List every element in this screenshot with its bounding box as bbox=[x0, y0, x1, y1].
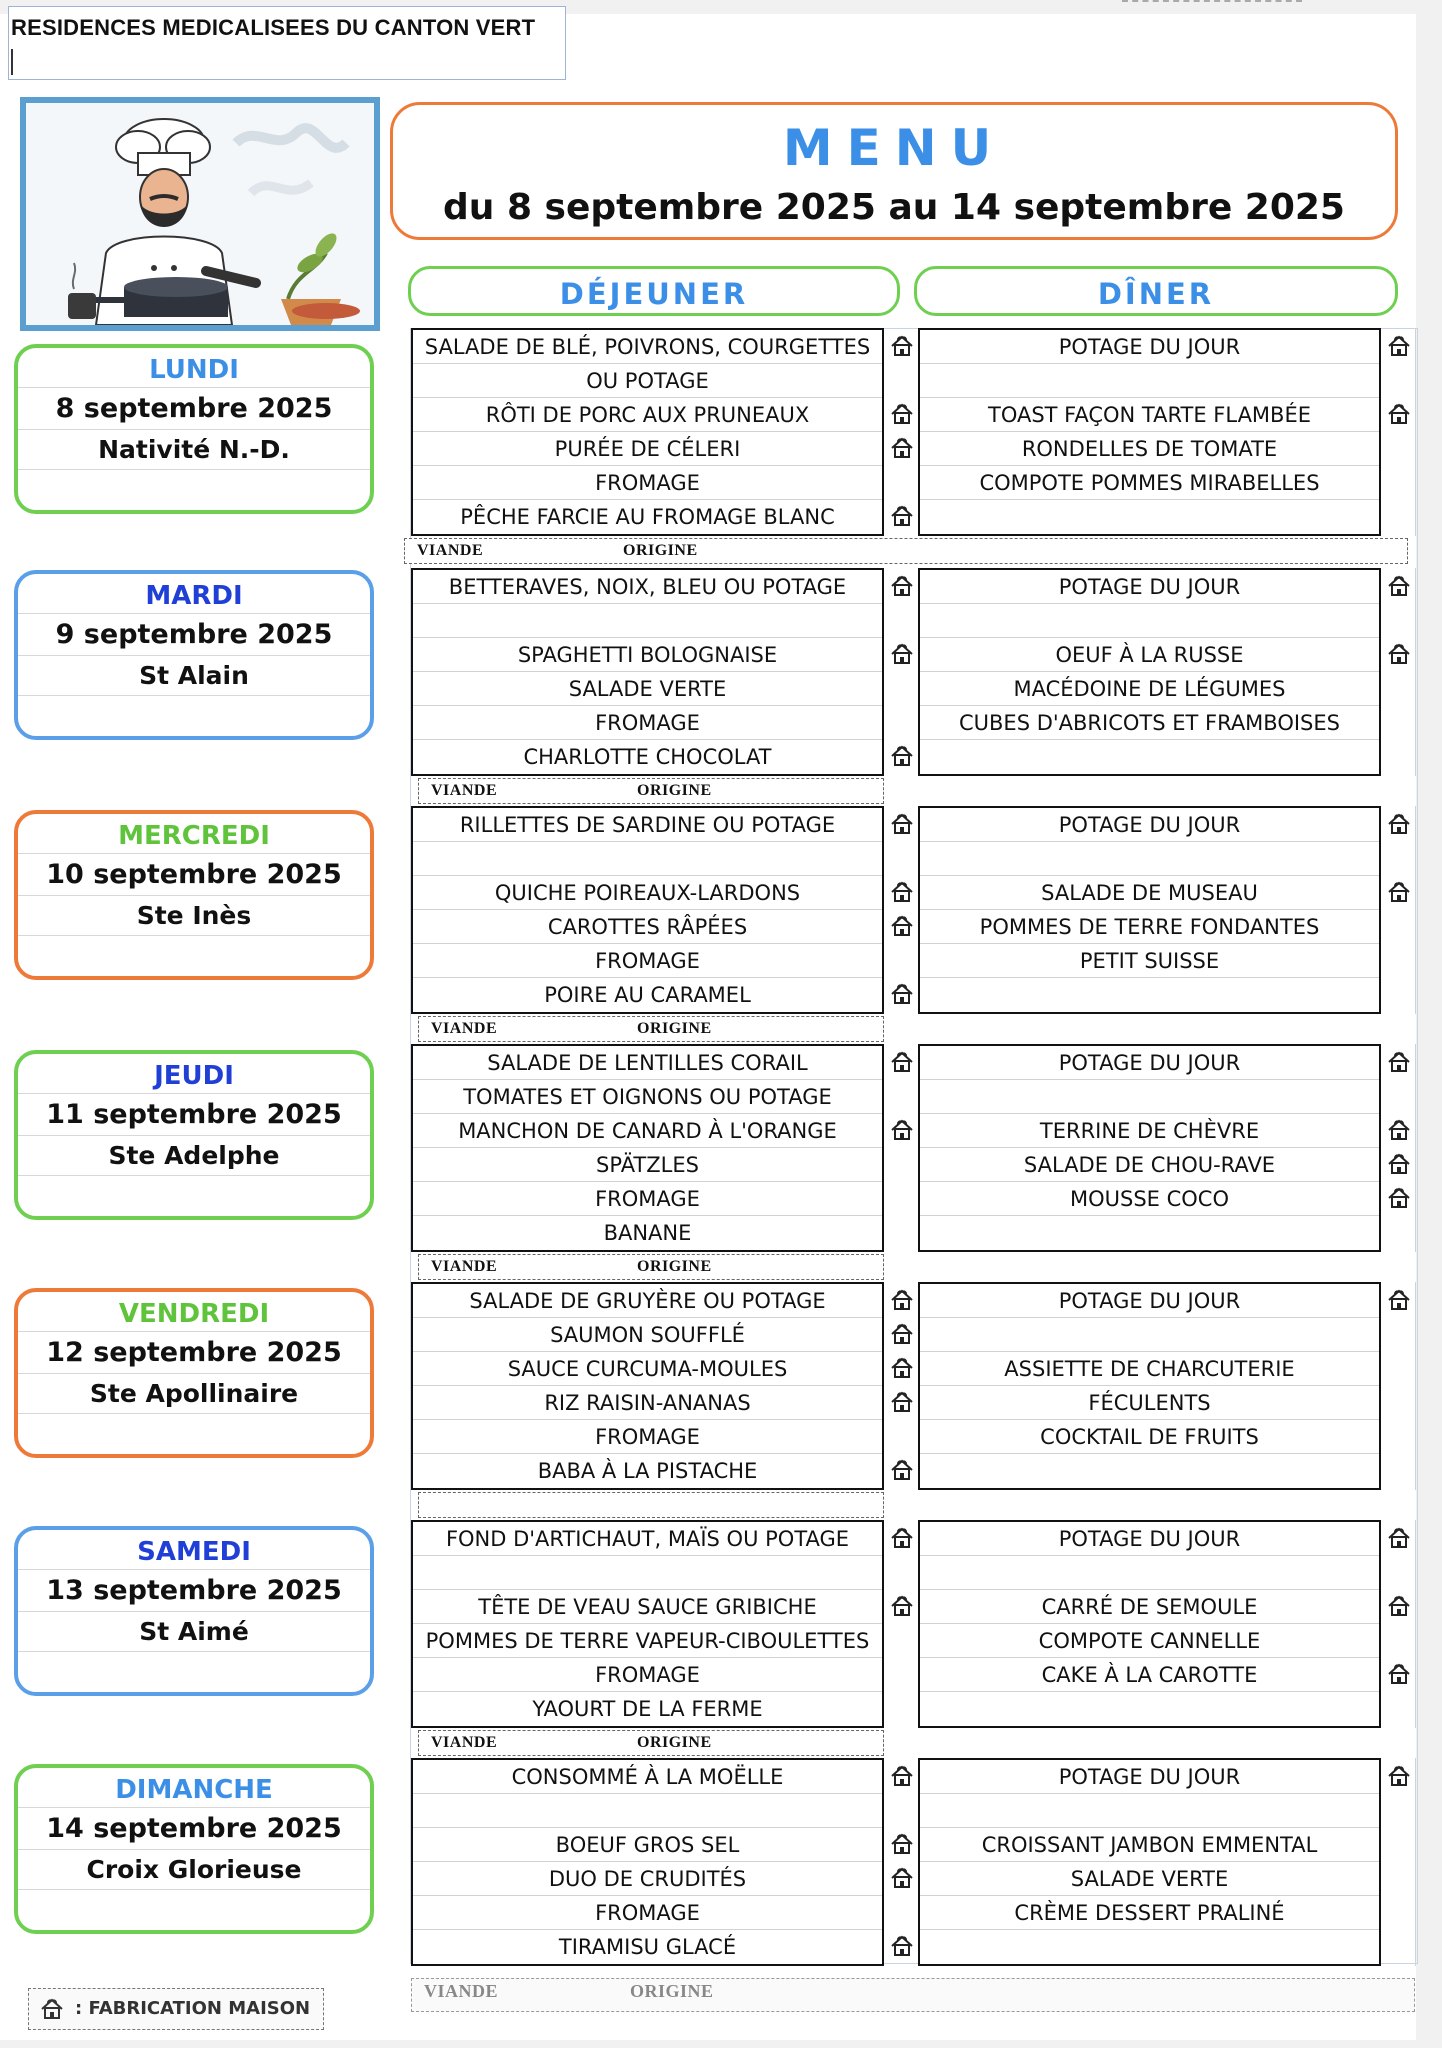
day-date: 13 septembre 2025 bbox=[18, 1570, 370, 1612]
house-made-icon bbox=[1386, 1594, 1412, 1618]
dinner-dish bbox=[920, 1318, 1379, 1352]
day-name: LUNDI bbox=[18, 352, 370, 388]
meat-label: VIANDE bbox=[417, 542, 484, 559]
day-name: MARDI bbox=[18, 578, 370, 614]
house-made-icon bbox=[1386, 1118, 1412, 1142]
lunch-dish: SALADE VERTE bbox=[413, 672, 882, 706]
house-made-icon bbox=[889, 1356, 915, 1380]
dinner-dish bbox=[920, 364, 1379, 398]
lunch-dish: RIZ RAISIN-ANANAS bbox=[413, 1386, 882, 1420]
day-name: DIMANCHE bbox=[18, 1772, 370, 1808]
dinner-dish bbox=[920, 1794, 1379, 1828]
day-card-mercredi bbox=[14, 810, 374, 980]
dinner-dish bbox=[920, 978, 1379, 1012]
dinner-dish: POTAGE DU JOUR bbox=[920, 1284, 1379, 1318]
lunch-dish: TÊTE DE VEAU SAUCE GRIBICHE bbox=[413, 1590, 882, 1624]
dinner-dish: MOUSSE COCO bbox=[920, 1182, 1379, 1216]
lunch-dish: SPAGHETTI BOLOGNAISE bbox=[413, 638, 882, 672]
house-made-icon bbox=[1386, 1288, 1412, 1312]
lunch-dish: BETTERAVES, NOIX, BLEU OU POTAGE bbox=[413, 570, 882, 604]
house-made-icon bbox=[889, 436, 915, 460]
house-made-icon bbox=[889, 982, 915, 1006]
house-made-icon bbox=[889, 880, 915, 904]
lunch-table-jeudi bbox=[411, 1044, 884, 1252]
lunch-dish: RÔTI DE PORC AUX PRUNEAUX bbox=[413, 398, 882, 432]
house-made-icon bbox=[889, 642, 915, 666]
dinner-dish: FÉCULENTS bbox=[920, 1386, 1379, 1420]
lunch-dish: FROMAGE bbox=[413, 944, 882, 978]
dinner-dish bbox=[920, 740, 1379, 774]
house-made-icon bbox=[889, 1832, 915, 1856]
icon-column-divider bbox=[1415, 1758, 1416, 1966]
origin-label: ORIGINE bbox=[623, 542, 698, 559]
chef-illustration bbox=[20, 97, 380, 331]
meat-label: VIANDE bbox=[431, 1734, 498, 1751]
meat-origin-strip[interactable] bbox=[404, 538, 1408, 564]
day-date: 14 septembre 2025 bbox=[18, 1808, 370, 1850]
lunch-dish: QUICHE POIREAUX-LARDONS bbox=[413, 876, 882, 910]
house-made-icon bbox=[1386, 1050, 1412, 1074]
dinner-dish: COMPOTE POMMES MIRABELLES bbox=[920, 466, 1379, 500]
dinner-dish bbox=[920, 1454, 1379, 1488]
meat-label: VIANDE bbox=[431, 782, 498, 799]
house-made-icon bbox=[889, 1934, 915, 1958]
icon-column-divider bbox=[1415, 328, 1416, 536]
lunch-dish: CONSOMMÉ À LA MOËLLE bbox=[413, 1760, 882, 1794]
meat-origin-strip[interactable] bbox=[418, 1492, 884, 1518]
meat-origin-strip[interactable] bbox=[411, 1978, 1415, 2012]
lunch-table-dimanche bbox=[411, 1758, 884, 1966]
day-date: 12 septembre 2025 bbox=[18, 1332, 370, 1374]
day-card-samedi bbox=[14, 1526, 374, 1696]
house-made-icon bbox=[889, 744, 915, 768]
day-name: JEUDI bbox=[18, 1058, 370, 1094]
lunch-dish: SALADE DE BLÉ, POIVRONS, COURGETTES bbox=[413, 330, 882, 364]
lunch-table-mercredi bbox=[411, 806, 884, 1014]
meat-origin-strip[interactable] bbox=[418, 1730, 884, 1756]
house-made-icon bbox=[1386, 880, 1412, 904]
dinner-dish: POTAGE DU JOUR bbox=[920, 808, 1379, 842]
dinner-dish: POTAGE DU JOUR bbox=[920, 1522, 1379, 1556]
origin-label: ORIGINE bbox=[637, 1734, 712, 1751]
icon-column-divider bbox=[1415, 1044, 1416, 1252]
lunch-dish: CHARLOTTE CHOCOLAT bbox=[523, 745, 772, 769]
lunch-dish: OU POTAGE bbox=[413, 364, 882, 398]
house-made-icon bbox=[1386, 574, 1412, 598]
day-date: 9 septembre 2025 bbox=[18, 614, 370, 656]
day-card-lundi bbox=[14, 344, 374, 514]
lunch-dish: POMMES DE TERRE VAPEUR-CIBOULETTES bbox=[413, 1624, 882, 1658]
dinner-dish: CROISSANT JAMBON EMMENTAL bbox=[920, 1828, 1379, 1862]
house-made-icon bbox=[889, 504, 915, 528]
dinner-dish: POTAGE DU JOUR bbox=[920, 570, 1379, 604]
house-made-icon bbox=[889, 574, 915, 598]
house-made-icon bbox=[1386, 334, 1412, 358]
lunch-dish: FROMAGE bbox=[413, 466, 882, 500]
dinner-dish: ASSIETTE DE CHARCUTERIE bbox=[920, 1352, 1379, 1386]
origin-label: ORIGINE bbox=[637, 1258, 712, 1275]
lunch-column-header: DÉJEUNER bbox=[408, 266, 900, 316]
dinner-dish: OEUF À LA RUSSE bbox=[920, 638, 1379, 672]
lunch-dish: RILLETTES DE SARDINE OU POTAGE bbox=[413, 808, 882, 842]
icon-column-divider bbox=[1415, 1282, 1416, 1490]
dinner-table-mardi bbox=[918, 568, 1381, 776]
dinner-dish: TERRINE DE CHÈVRE bbox=[920, 1114, 1379, 1148]
lunch-dish: BOEUF GROS SEL bbox=[413, 1828, 882, 1862]
day-saint: Croix Glorieuse bbox=[18, 1850, 370, 1890]
house-made-icon bbox=[1386, 812, 1412, 836]
house-made-icon bbox=[1386, 1526, 1412, 1550]
house-made-icon bbox=[889, 1594, 915, 1618]
lunch-dish: MANCHON DE CANARD À L'ORANGE bbox=[413, 1114, 882, 1148]
house-made-icon bbox=[889, 1050, 915, 1074]
day-card-mardi bbox=[14, 570, 374, 740]
dinner-dish bbox=[920, 1080, 1379, 1114]
dinner-table-mercredi bbox=[918, 806, 1381, 1014]
organization-cell[interactable] bbox=[8, 6, 566, 80]
lunch-dish: FROMAGE bbox=[413, 1420, 882, 1454]
lunch-dish: FROMAGE bbox=[413, 706, 882, 740]
day-saint: St Alain bbox=[18, 656, 370, 696]
day-name: VENDREDI bbox=[18, 1296, 370, 1332]
dinner-table-lundi bbox=[918, 328, 1381, 536]
lunch-dish: FROMAGE bbox=[413, 1658, 882, 1692]
chef-cooking-icon bbox=[26, 103, 374, 325]
lunch-dish: TOMATES ET OIGNONS OU POTAGE bbox=[413, 1080, 882, 1114]
meat-label: VIANDE bbox=[431, 1020, 498, 1037]
lunch-dish: PURÉE DE CÉLERI bbox=[413, 432, 882, 466]
lunch-dish: POIRE AU CARAMEL bbox=[544, 983, 751, 1007]
dinner-dish: POMMES DE TERRE FONDANTES bbox=[920, 910, 1379, 944]
lunch-dish: SPÄTZLES bbox=[413, 1148, 882, 1182]
house-made-icon bbox=[889, 914, 915, 938]
organization-name: RESIDENCES MEDICALISEES DU CANTON VERT bbox=[11, 15, 536, 40]
day-name: MERCREDI bbox=[18, 818, 370, 854]
dinner-table-dimanche bbox=[918, 1758, 1381, 1966]
dinner-dish: COMPOTE CANNELLE bbox=[920, 1624, 1379, 1658]
dinner-column-header: DÎNER bbox=[914, 266, 1398, 316]
lunch-dish: FROMAGE bbox=[413, 1896, 882, 1930]
day-saint: Nativité N.-D. bbox=[18, 430, 370, 470]
dinner-dish: CUBES D'ABRICOTS ET FRAMBOISES bbox=[920, 706, 1379, 740]
dinner-dish bbox=[920, 842, 1379, 876]
menu-title: MENU bbox=[782, 119, 1006, 177]
house-made-icon bbox=[889, 402, 915, 426]
house-made-icon bbox=[889, 1390, 915, 1414]
meat-label: VIANDE bbox=[424, 1981, 499, 2001]
dinner-dish bbox=[920, 500, 1379, 534]
meat-origin-strip[interactable] bbox=[418, 1254, 884, 1280]
dinner-table-jeudi bbox=[918, 1044, 1381, 1252]
house-made-icon bbox=[889, 1764, 915, 1788]
lunch-dish: DUO DE CRUDITÉS bbox=[413, 1862, 882, 1896]
lunch-table-samedi bbox=[411, 1520, 884, 1728]
legend bbox=[28, 1988, 324, 2030]
dinner-dish: CRÈME DESSERT PRALINÉ bbox=[920, 1896, 1379, 1930]
legend-text: : FABRICATION MAISON bbox=[75, 1998, 311, 2019]
lunch-dish: FOND D'ARTICHAUT, MAÏS OU POTAGE bbox=[413, 1522, 882, 1556]
top-divider bbox=[1122, 0, 1302, 4]
day-date: 10 septembre 2025 bbox=[18, 854, 370, 896]
day-saint: Ste Inès bbox=[18, 896, 370, 936]
house-made-icon bbox=[889, 1526, 915, 1550]
meat-origin-strip[interactable] bbox=[418, 1016, 884, 1042]
house-made-icon bbox=[1386, 642, 1412, 666]
menu-title-box bbox=[390, 102, 1398, 240]
lunch-dish bbox=[413, 1556, 882, 1590]
lunch-dish: SALADE DE GRUYÈRE OU POTAGE bbox=[413, 1284, 882, 1318]
lunch-dish: FROMAGE bbox=[413, 1182, 882, 1216]
dinner-dish: MACÉDOINE DE LÉGUMES bbox=[920, 672, 1379, 706]
lunch-dish: BANANE bbox=[603, 1221, 692, 1245]
meat-origin-strip[interactable] bbox=[418, 778, 884, 804]
dinner-dish: RONDELLES DE TOMATE bbox=[920, 432, 1379, 466]
day-card-jeudi bbox=[14, 1050, 374, 1220]
dinner-dish bbox=[920, 1692, 1379, 1726]
day-date: 11 septembre 2025 bbox=[18, 1094, 370, 1136]
dinner-dish bbox=[920, 1556, 1379, 1590]
house-made-icon bbox=[889, 1118, 915, 1142]
icon-column-divider bbox=[1415, 1520, 1416, 1728]
dinner-dish: SALADE VERTE bbox=[920, 1862, 1379, 1896]
house-made-icon bbox=[1386, 402, 1412, 426]
dinner-dish: POTAGE DU JOUR bbox=[920, 330, 1379, 364]
lunch-table-mardi bbox=[411, 568, 884, 776]
text-cursor bbox=[11, 49, 13, 75]
house-made-icon bbox=[889, 334, 915, 358]
menu-date-range: du 8 septembre 2025 au 14 septembre 2025 bbox=[443, 187, 1345, 228]
house-made-icon bbox=[1386, 1662, 1412, 1686]
lunch-dish: SAUCE CURCUMA-MOULES bbox=[413, 1352, 882, 1386]
day-saint: Ste Adelphe bbox=[18, 1136, 370, 1176]
lunch-dish: SALADE DE LENTILLES CORAIL bbox=[413, 1046, 882, 1080]
day-saint: Ste Apollinaire bbox=[18, 1374, 370, 1414]
icon-column-divider bbox=[1415, 568, 1416, 776]
day-card-vendredi bbox=[14, 1288, 374, 1458]
lunch-dish: TIRAMISU GLACÉ bbox=[558, 1935, 737, 1959]
dinner-dish: POTAGE DU JOUR bbox=[920, 1046, 1379, 1080]
house-made-icon bbox=[1386, 1152, 1412, 1176]
origin-label: ORIGINE bbox=[637, 1020, 712, 1037]
icon-column-divider bbox=[1415, 806, 1416, 1014]
day-name: SAMEDI bbox=[18, 1534, 370, 1570]
lunch-dish bbox=[413, 842, 882, 876]
lunch-dish: CAROTTES RÂPÉES bbox=[413, 910, 882, 944]
dinner-dish: TOAST FAÇON TARTE FLAMBÉE bbox=[920, 398, 1379, 432]
dinner-table-samedi bbox=[918, 1520, 1381, 1728]
dinner-dish: COCKTAIL DE FRUITS bbox=[920, 1420, 1379, 1454]
dinner-dish: SALADE DE MUSEAU bbox=[920, 876, 1379, 910]
dinner-table-vendredi bbox=[918, 1282, 1381, 1490]
dinner-dish bbox=[920, 1216, 1379, 1250]
house-made-icon bbox=[889, 1288, 915, 1312]
house-made-icon bbox=[889, 812, 915, 836]
dinner-dish: CAKE À LA CAROTTE bbox=[920, 1658, 1379, 1692]
house-made-icon bbox=[39, 1997, 65, 2021]
dinner-dish bbox=[920, 604, 1379, 638]
lunch-dish bbox=[413, 1794, 882, 1828]
lunch-table-lundi bbox=[411, 328, 884, 536]
dinner-dish: POTAGE DU JOUR bbox=[920, 1760, 1379, 1794]
house-made-icon bbox=[1386, 1186, 1412, 1210]
day-card-dimanche bbox=[14, 1764, 374, 1934]
lunch-dish: PÊCHE FARCIE AU FROMAGE BLANC bbox=[460, 505, 835, 529]
origin-label: ORIGINE bbox=[630, 1981, 714, 2001]
house-made-icon bbox=[889, 1866, 915, 1890]
lunch-table-vendredi bbox=[411, 1282, 884, 1490]
dinner-dish bbox=[920, 1930, 1379, 1964]
meat-label: VIANDE bbox=[431, 1258, 498, 1275]
house-made-icon bbox=[889, 1322, 915, 1346]
lunch-dish: BABA À LA PISTACHE bbox=[537, 1459, 758, 1483]
lunch-dish: SAUMON SOUFFLÉ bbox=[413, 1318, 882, 1352]
lunch-dish bbox=[413, 604, 882, 638]
dinner-dish: SALADE DE CHOU-RAVE bbox=[920, 1148, 1379, 1182]
lunch-dish: YAOURT DE LA FERME bbox=[532, 1697, 763, 1721]
dinner-dish: PETIT SUISSE bbox=[920, 944, 1379, 978]
dinner-dish: CARRÉ DE SEMOULE bbox=[920, 1590, 1379, 1624]
origin-label: ORIGINE bbox=[637, 782, 712, 799]
house-made-icon bbox=[1386, 1764, 1412, 1788]
house-made-icon bbox=[889, 1458, 915, 1482]
day-saint: St Aimé bbox=[18, 1612, 370, 1652]
day-date: 8 septembre 2025 bbox=[18, 388, 370, 430]
